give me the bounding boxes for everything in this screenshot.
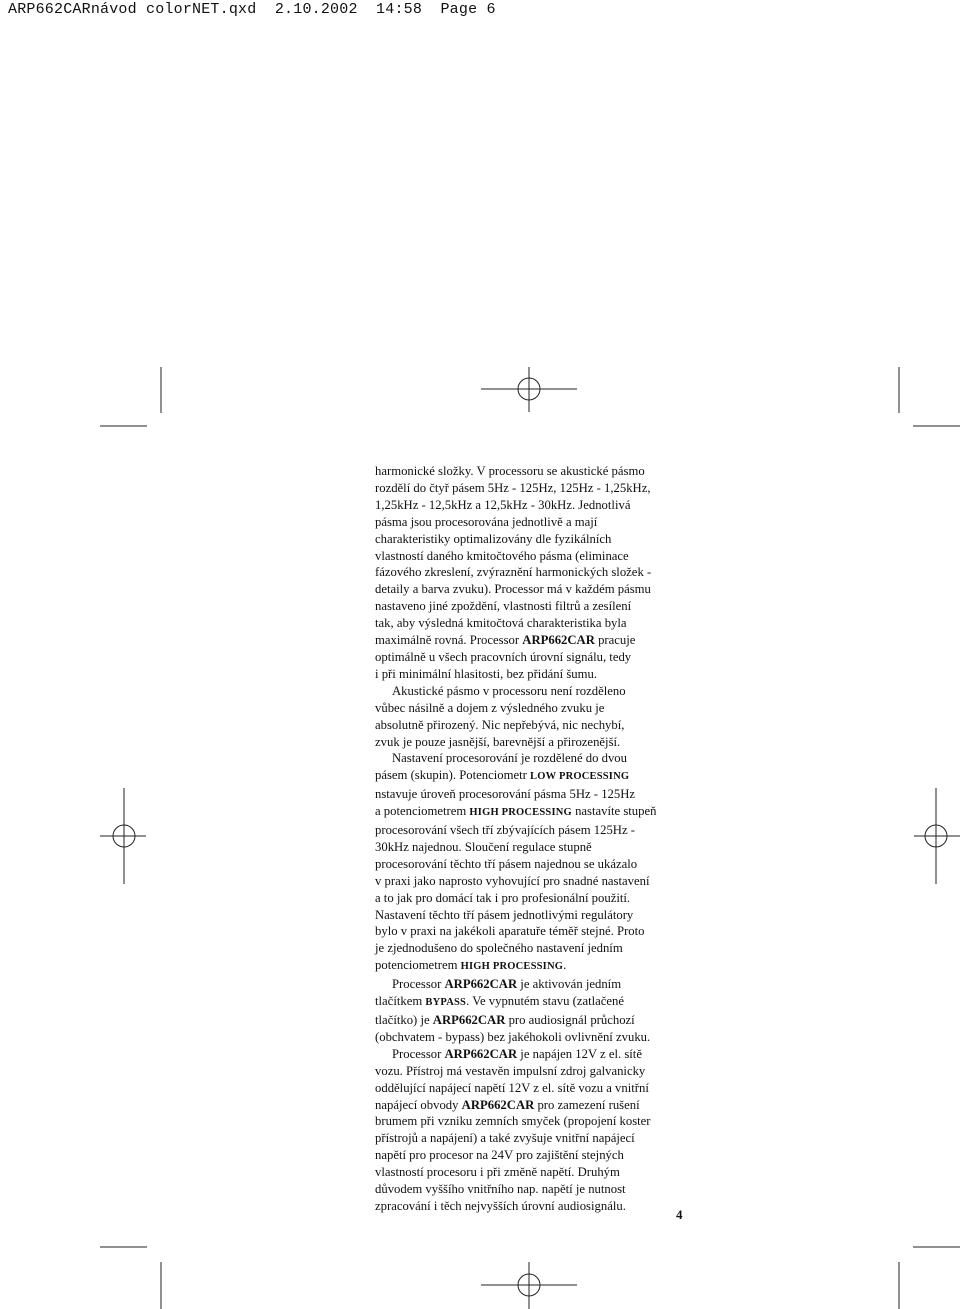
text-run: je aktivován jedním: [517, 977, 622, 992]
text-line: [375, 822, 687, 839]
emphasized-term: HIGH PROCESSING: [469, 807, 572, 819]
text-line: [375, 1063, 687, 1080]
text-run: .: [563, 958, 567, 973]
text-line: [375, 581, 687, 598]
text-run: pásem (skupin). Potenciometr: [375, 768, 531, 783]
text-line: [375, 734, 687, 751]
text-line: [375, 786, 687, 803]
text-line: [375, 480, 687, 497]
text-line: [375, 750, 687, 767]
text-run: maximálně rovná. Processor: [375, 633, 523, 648]
text-run: přístrojů a napájení) a také zvyšuje vnitřní napájecí: [375, 1131, 635, 1146]
text-run: nstavuje úroveň procesorování pásma 5Hz - 125Hz: [375, 787, 636, 802]
text-run: zpracování i těch nejvyšších úrovní audiosignálu.: [375, 1198, 626, 1213]
text-line: [375, 564, 687, 581]
text-line: [375, 803, 687, 822]
text-line: [375, 497, 687, 514]
body-text: [375, 463, 687, 1215]
text-run: brumem při vzniku zemních smyček (propojení koster: [375, 1114, 651, 1129]
text-line: [375, 1097, 687, 1114]
text-run: vlastností procesoru i při změně napětí. Druhým: [375, 1165, 620, 1180]
text-run: tlačítko) je: [375, 1013, 433, 1027]
text-run: napájecí obvody: [375, 1097, 462, 1112]
text-run: detaily a barva zvuku). Processor má v každém pásmu: [375, 582, 651, 597]
emphasized-term: BYPASS: [425, 997, 467, 1009]
registration-target-bottom: [481, 1262, 577, 1309]
text-run: oddělující napájecí napětí 12V z el. sítě vozu a vnitřní: [375, 1080, 649, 1095]
text-line: [375, 666, 687, 683]
text-line: [375, 873, 687, 890]
text-run: 30kHz najednou. Sloučení regulace stupně: [375, 839, 592, 854]
emphasized-term: ARP662CAR: [432, 1013, 506, 1027]
text-run: vůbec násilně a dojem z výsledného zvuku je: [375, 700, 605, 715]
text-run: důvodem vyššího vnitřního nap. napětí je nutnost: [375, 1182, 626, 1197]
text-line: [375, 463, 687, 480]
text-run: potenciometrem: [375, 958, 461, 973]
text-run: zvuk je pouze jasnější, barevnější a přirozenější.: [375, 734, 621, 749]
text-run: pro audiosignál průchozí: [505, 1013, 635, 1027]
text-line: [375, 976, 687, 993]
text-line: [375, 940, 687, 957]
text-run: vlastností daného kmitočtového pásma (eliminace: [375, 548, 629, 563]
emphasized-term: ARP662CAR: [444, 1046, 518, 1061]
emphasized-term: HIGH PROCESSING: [460, 961, 564, 973]
text-line: [375, 1029, 687, 1046]
text-line: [375, 548, 687, 565]
text-line: [375, 767, 687, 786]
emphasized-term: ARP662CAR: [444, 977, 518, 992]
text-run: rozdělí do čtyř pásem 5Hz - 125Hz, 125Hz - 1,25kHz,: [375, 480, 651, 495]
text-run: Akustické pásmo v processoru není rozděleno: [392, 683, 626, 698]
text-line: [375, 993, 687, 1012]
text-run: procesorování těchto tří pásem najednou se ukázalo: [375, 856, 638, 871]
text-line: [375, 839, 687, 856]
text-run: pásma jsou procesorována jednotlivě a mají: [375, 514, 598, 529]
text-run: je zjednodušeno do společného nastavení jedním: [375, 941, 623, 956]
text-run: nastaveno jiné zpoždění, vlastnosti filtrů a zesílení: [375, 599, 632, 614]
text-line: [375, 1198, 687, 1215]
text-line: [375, 717, 687, 734]
text-line: [375, 907, 687, 924]
emphasized-term: LOW PROCESSING: [530, 771, 630, 783]
text-run: Processor: [392, 977, 445, 992]
text-run: optimálně u všech pracovních úrovní signálu, tedy: [375, 649, 632, 664]
text-run: Nastavení těchto tří pásem jednotlivými regulátory: [375, 907, 634, 922]
registration-target-right: [914, 788, 960, 884]
text-line: [375, 957, 687, 976]
emphasized-term: ARP662CAR: [522, 633, 595, 648]
text-line: [375, 1130, 687, 1147]
text-run: charakteristiky optimalizovány dle fyzikálních: [375, 531, 612, 546]
text-run: pro zamezení rušení: [534, 1097, 640, 1112]
text-run: a potenciometrem: [375, 804, 470, 819]
text-run: 1,25kHz - 12,5kHz a 12,5kHz - 30kHz. Jednotlivá: [375, 497, 631, 512]
registration-target-left: [100, 788, 146, 884]
text-run: . Ve vypnutém stavu (zatlačené: [466, 994, 625, 1009]
text-run: Nastavení procesorování je rozdělené do dvou: [392, 751, 627, 766]
text-line: [375, 1164, 687, 1181]
text-run: i při minimální hlasitosti, bez přidání šumu.: [375, 666, 598, 681]
text-line: [375, 890, 687, 907]
text-line: [375, 1181, 687, 1198]
text-line: [375, 700, 687, 717]
text-run: nastavíte stupeň: [571, 804, 657, 819]
text-line: [375, 923, 687, 940]
text-line: [375, 649, 687, 666]
text-line: [375, 856, 687, 873]
text-line: [375, 1113, 687, 1130]
text-line: [375, 531, 687, 548]
page-number: 4: [676, 1207, 683, 1222]
text-run: a to jak pro domácí tak i pro profesionální použití.: [375, 890, 631, 905]
text-run: vozu. Přístroj má vestavěn impulsní zdroj galvanicky: [375, 1063, 646, 1078]
text-run: Processor: [392, 1046, 445, 1061]
text-line: [375, 598, 687, 615]
text-run: fázového zkreslení, zvýraznění harmonických složek -: [375, 565, 652, 580]
text-run: bylo v praxi na jakékoli aparatuře téměř stejné. Proto: [375, 924, 645, 939]
text-run: tlačítkem: [375, 994, 426, 1009]
print-slug: ARP662CARnávod colorNET.qxd 2.10.2002 14:58 Page 6: [8, 1, 496, 18]
text-run: procesorování všech tří zbývajících pásem 125Hz -: [375, 823, 636, 838]
text-line: [375, 683, 687, 700]
emphasized-term: ARP662CAR: [461, 1097, 535, 1112]
text-run: (obchvatem - bypass) bez jakéhokoli ovlivnění zvuku.: [375, 1029, 651, 1044]
text-line: [375, 1147, 687, 1164]
text-run: pracuje: [594, 633, 636, 648]
text-line: [375, 1080, 687, 1097]
text-line: [375, 1012, 687, 1029]
text-line: [375, 632, 687, 649]
text-run: napětí pro procesor na 24V pro zajištění stejných: [375, 1148, 624, 1163]
registration-target-top: [481, 367, 577, 412]
text-run: harmonické složky. V processoru se akustické pásmo: [375, 464, 645, 478]
text-run: je napájen 12V z el. sítě: [517, 1046, 642, 1061]
text-line: [375, 1046, 687, 1063]
text-line: [375, 514, 687, 531]
text-run: tak, aby výsledná kmitočtová charakteristika byla: [375, 616, 627, 631]
text-run: absolutně přirozený. Nic nepřebývá, nic nechybí,: [375, 717, 625, 732]
text-run: v praxi jako naprosto vyhovující pro snadné nastavení: [375, 873, 650, 888]
text-line: [375, 615, 687, 632]
